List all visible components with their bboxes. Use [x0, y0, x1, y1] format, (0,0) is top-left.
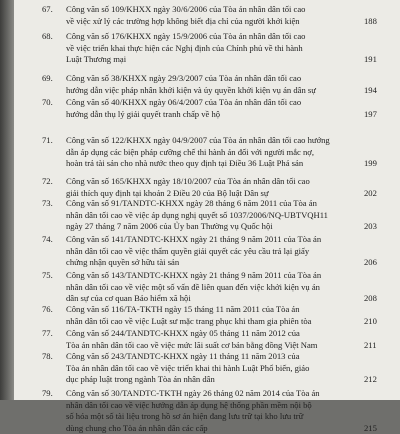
toc-entry-title: [66, 351, 358, 386]
toc-entry-title: [66, 198, 358, 233]
toc-entry: [14, 73, 400, 96]
toc-entry: [14, 388, 400, 434]
toc-entry-title: [66, 176, 358, 199]
toc-entry-title-line: nhân dân tối cao về việc một số vấn đề liên quan đến việc khởi kiện vụ án: [66, 281, 320, 292]
toc-entry: [14, 176, 400, 199]
toc-entry-title: [66, 328, 358, 351]
toc-entry: [14, 31, 400, 66]
toc-entry-title: [66, 97, 358, 120]
toc-entry-number: 69.: [42, 73, 53, 83]
toc-entry-title-line: Công văn số 143/TANDTC-KHXX ngày 21 tháng 9 năm 2011 của Tòa án: [66, 270, 322, 280]
toc-entry-page-number: 206: [364, 257, 377, 268]
toc-entry-number: 68.: [42, 31, 53, 41]
toc-entry-title: [66, 304, 358, 327]
toc-entry-title-line: Luật Thương mại: [66, 54, 127, 65]
toc-entry-title-line: Công văn số 91/TANDTC-KHXX ngày 28 tháng 6 năm 2011 của Tòa án: [66, 198, 317, 208]
toc-entry-title: [66, 234, 358, 269]
document-page: [14, 0, 400, 433]
toc-entry-page-number: 194: [364, 84, 377, 95]
toc-entry-title-line: chứng nhận quyền sở hữu tài sản: [66, 257, 180, 268]
toc-entry: [14, 234, 400, 269]
toc-entry-title-line: Tòa án nhân dân tối cao về việc mức lãi suất cơ bản bằng đồng Việt Nam: [66, 339, 318, 350]
toc-entry-title-line: nhân dân tối cao về việc hướng dẫn áp dụng hệ thống phần mềm nội bộ: [66, 399, 312, 410]
toc-entry-number: 77.: [42, 328, 53, 338]
toc-entry-title: [66, 4, 358, 27]
toc-entry-title-line: nhân dân tối cao về việc áp dụng nghị quyết số 1037/2006/NQ-UBTVQH11: [66, 209, 328, 220]
toc-entry-title-line: nhân dân tối cao về việc thẩm quyền giải quyết các yêu cầu trả lại giấy: [66, 245, 310, 256]
toc-entry-title-line: dẫn áp dụng các biện pháp cưỡng chế thi hành án đối với người mắc nợ,: [66, 146, 314, 157]
toc-entry-title: [66, 270, 358, 305]
toc-entry-number: 79.: [42, 388, 53, 398]
toc-entry: [14, 304, 400, 327]
toc-entry: [14, 4, 400, 27]
toc-entry-title-line: Công văn số 109/KHXX ngày 30/6/2006 của Tòa án nhân dân tối cao: [66, 4, 306, 14]
toc-entry-page-number: 199: [364, 158, 377, 169]
toc-entry: [14, 351, 400, 386]
toc-entry-title-line: hoàn trả tài sản cho nhà nước theo quy định tại Điều 36 Luật Phá sản: [66, 158, 304, 169]
toc-entry-title-line: Công văn số 116/TA-TKTH ngày 15 tháng 11 năm 2011 của Tòa án: [66, 304, 300, 314]
toc-entry-title-line: Công văn số 243/TANDTC-KHXX ngày 11 tháng 11 năm 2013 của: [66, 351, 300, 361]
toc-entry: [14, 198, 400, 233]
toc-entry-page-number: 191: [364, 54, 377, 65]
toc-entry-number: 73.: [42, 198, 53, 208]
toc-entry-title-line: Công văn số 141/TANDTC-KHXX ngày 21 tháng 9 năm 2011 của Tòa án: [66, 234, 322, 244]
toc-entry-title-line: về việc xử lý các trường hợp không biết địa chỉ của người khởi kiện: [66, 15, 300, 26]
toc-entry-number: 70.: [42, 97, 53, 107]
toc-entry: [14, 328, 400, 351]
toc-entry-title-line: ngày 27 tháng 7 năm 2006 của Ủy ban Thường vụ Quốc hội: [66, 221, 273, 232]
toc-entry-page-number: 212: [364, 374, 377, 385]
toc-entry-title-line: Công văn số 122/KHXX ngày 04/9/2007 của Tòa án nhân dân tối cao hướng: [66, 135, 330, 145]
toc-entry-title: [66, 135, 358, 170]
toc-entry-title-line: giải thích quy định tại khoản 2 Điều 20 của Bộ luật Dân sự: [66, 187, 269, 198]
toc-entry-title-line: dục pháp luật trong ngành Tòa án nhân dân: [66, 374, 215, 385]
toc-entry-number: 78.: [42, 351, 53, 361]
toc-entry-number: 71.: [42, 135, 53, 145]
toc-entry-page-number: 210: [364, 315, 377, 326]
toc-entry-page-number: 211: [364, 339, 377, 350]
toc-entry-title: [66, 388, 358, 434]
toc-entry-title-line: hướng dẫn thụ lý giải quyết tranh chấp về hộ: [66, 108, 221, 119]
toc-entry-title-line: Công văn số 30/TANDTC-TKTH ngày 26 tháng 02 năm 2014 của Tòa án: [66, 388, 320, 398]
toc-entry-title-line: Công văn số 244/TANDTC-KHXX ngày 05 tháng 11 năm 2012 của: [66, 328, 300, 338]
toc-entry-title-line: dân sự của cơ quan Bảo hiểm xã hội: [66, 293, 191, 304]
toc-entry-title: [66, 31, 358, 66]
toc-entry-title-line: hướng dẫn việc pháp nhân khởi kiện và ủy quyền khởi kiện vụ án dân sự: [66, 84, 316, 95]
toc-entry-title-line: dùng chung cho Tòa án nhân dân các cấp: [66, 422, 208, 433]
toc-entry-number: 76.: [42, 304, 53, 314]
toc-entry-page-number: 208: [364, 293, 377, 304]
toc-entry-title-line: Công văn số 165/KHXX ngày 18/10/2007 của Tòa án nhân dân tối cao: [66, 176, 310, 186]
toc-entry-title-line: Công văn số 40/KHXX ngày 06/4/2007 của Tòa án nhân dân tối cao: [66, 97, 302, 107]
toc-entry-page-number: 197: [364, 108, 377, 119]
toc-entry-title-line: số hóa một số tài liệu trong hồ sơ án hiện đang lưu trữ tại kho lưu trữ: [66, 411, 304, 422]
toc-entry-title-line: về việc triển khai thực hiện các Nghị định của Chính phủ về thi hành: [66, 42, 303, 53]
toc-entry-page-number: 215: [364, 422, 377, 433]
toc-entry-title-line: Tòa án nhân dân tối cao về việc triển khai thi hành Luật Phổ biến, giáo: [66, 362, 310, 373]
toc-entry: [14, 270, 400, 305]
toc-entry-page-number: 188: [364, 15, 377, 26]
toc-entry: [14, 135, 400, 170]
toc-entry-title-line: Công văn số 38/KHXX ngày 29/3/2007 của Tòa án nhân dân tối cao: [66, 73, 302, 83]
page-edge-shadow: [0, 0, 14, 400]
toc-entry-number: 75.: [42, 270, 53, 280]
toc-entry-number: 67.: [42, 4, 53, 14]
toc-entry-title-line: Công văn số 176/KHXX ngày 15/9/2006 của Tòa án nhân dân tối cao: [66, 31, 306, 41]
toc-entry-number: 74.: [42, 234, 53, 244]
toc-entry-number: 72.: [42, 176, 53, 186]
toc-entry-title: [66, 73, 358, 96]
toc-entry: [14, 97, 400, 120]
toc-entry-page-number: 202: [364, 187, 377, 198]
toc-entry-page-number: 203: [364, 221, 377, 232]
toc-entry-title-line: nhân dân tối cao về việc Luật sư mặc trang phục khi tham gia phiên tòa: [66, 315, 312, 326]
